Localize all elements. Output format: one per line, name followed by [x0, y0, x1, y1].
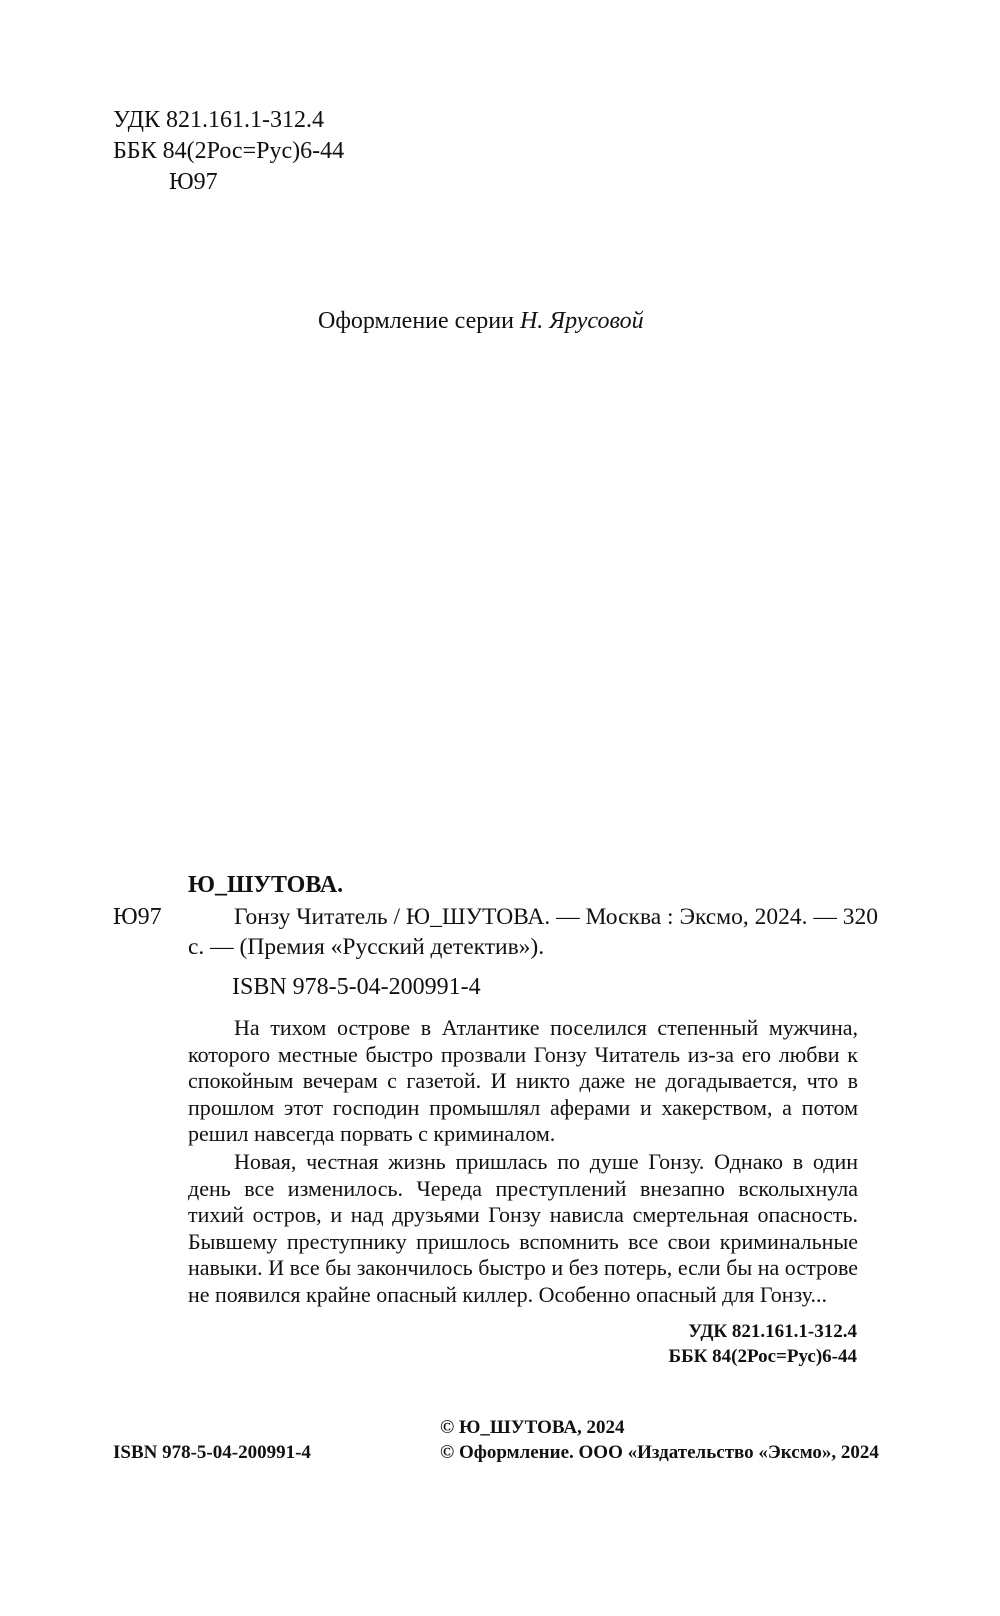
design-credit-designer: Н. Ярусовой: [519, 308, 644, 334]
footer-isbn: ISBN 978-5-04-200991-4: [113, 1442, 311, 1463]
footer-copyright-author: © Ю_ШУТОВА, 2024: [440, 1417, 625, 1438]
record-isbn: ISBN 978-5-04-200991-4: [232, 974, 481, 1000]
footer-copyright-design: © Оформление. ООО «Издательство «Эксмо», 2024: [440, 1442, 879, 1463]
top-bbk: ББК 84(2Рос=Рус)6-44: [113, 138, 345, 164]
classification-bbk: ББК 84(2Рос=Рус)6-44: [668, 1346, 857, 1367]
design-credit: [318, 306, 644, 336]
annotation-paragraph-1: На тихом острове в Атлантике поселился степенный мужчина, которого местные быстро прозвали Гонзу Читатель из-за его любви к спокойным вечерам с газетой. И никто даже не догадывается, что в прошлом этот господин промышлял аферами и хакерством, а потом решил навсегда порвать с криминалом.: [188, 1015, 858, 1146]
design-credit-prefix: Оформление серии: [318, 308, 514, 334]
record-code: Ю97: [113, 904, 162, 930]
top-udk: УДК 821.161.1-312.4: [113, 107, 324, 133]
annotation-paragraph-2: Новая, честная жизнь пришлась по душе Гонзу. Однако в один день все изменилось. Череда преступлений внезапно всколыхнула тихий остров, и над друзьями Гонзу нависла смертельная опасность. Бывшему преступнику пришлось вспомнить все свои криминальные навыки. И все бы закончилось быстро и без потерь, если бы на острове не появился крайне опасный киллер. Особенно опасный для Гонзу...: [188, 1149, 858, 1307]
top-author-code: Ю97: [169, 169, 218, 195]
record-description: Гонзу Читатель / Ю_ШУТОВА. — Москва : Эксмо, 2024. — 320 с. — (Премия «Русский детектив»).: [188, 904, 878, 960]
record-author: Ю_ШУТОВА.: [188, 872, 344, 898]
classification-udk: УДК 821.161.1-312.4: [688, 1321, 857, 1342]
